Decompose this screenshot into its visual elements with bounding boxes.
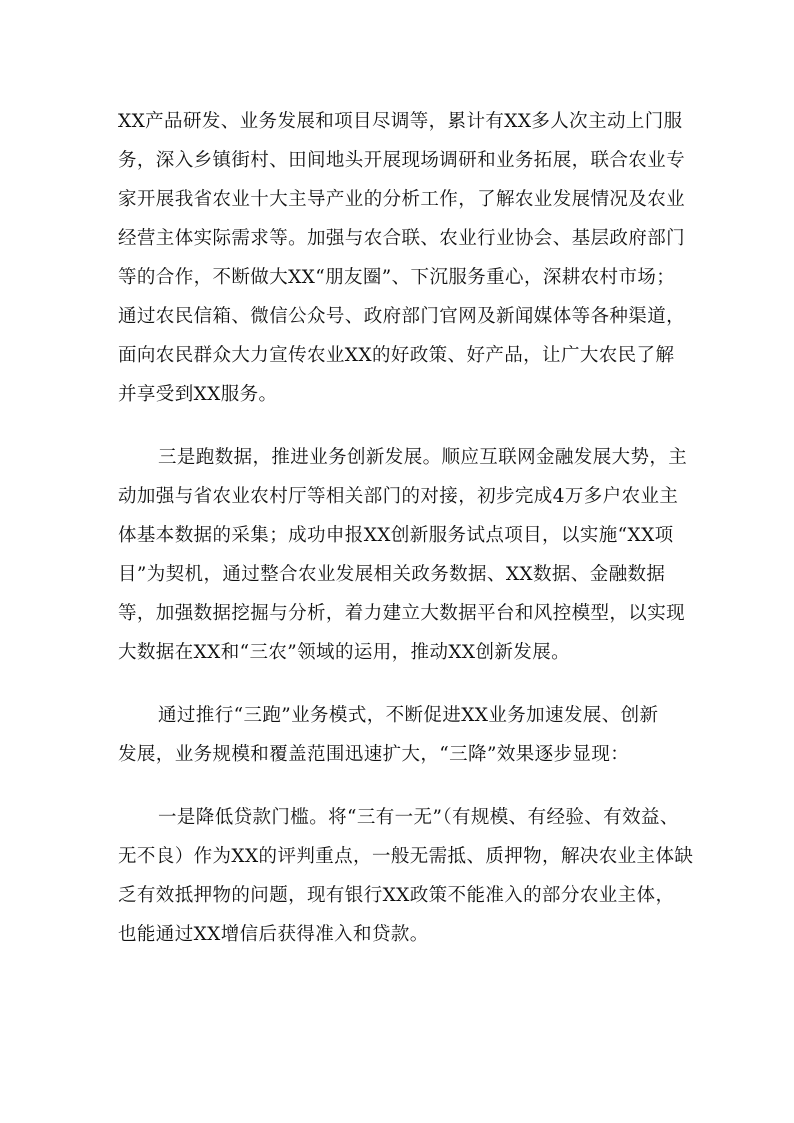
paragraph-1-line-4: 经营主体实际需求等。加强与农合联、农业行业协会、基层政府部门 [118, 228, 686, 249]
paragraph-2-line-1: 三是跑数据，推进业务创新发展。顺应互联网金融发展大势，主 [158, 447, 688, 468]
paragraph-4-line-1: 一是降低贷款门槛。将“三有一无”（有规模、有经验、有效益、 [158, 807, 679, 828]
paragraph-1-line-6: 通过农民信箱、微信公众号、政府部门官网及新闻媒体等各种渠道， [118, 306, 686, 327]
paragraph-3-line-2: 发展，业务规模和覆盖范围迅速扩大，“三降”效果逐步显现： [118, 744, 630, 765]
paragraph-4-line-2: 无不良）作为XX的评判重点，一般无需抵、质押物，解决农业主体缺 [118, 846, 694, 867]
paragraph-4-line-4: 也能通过XX增信后获得准入和贷款。 [118, 924, 429, 945]
paragraph-1-line-2: 务，深入乡镇街村、田间地头开展现场调研和业务拓展，联合农业专 [118, 150, 686, 171]
paragraph-1-line-1: XX产品研发、业务发展和项目尽调等，累计有XX多人次主动上门服 [118, 111, 683, 132]
paragraph-2-line-5: 等，加强数据挖掘与分析，着力建立大数据平台和风控模型，以实现 [118, 603, 686, 624]
paragraph-2-line-2: 动加强与省农业农村厅等相关部门的对接，初步完成4万多户农业主 [118, 486, 679, 507]
paragraph-1-line-7: 面向农民群众大力宣传农业XX的好政策、好产品，让广大农民了解 [118, 345, 675, 366]
paragraph-1-line-3: 家开展我省农业十大主导产业的分析工作，了解农业发展情况及农业 [118, 189, 686, 210]
paragraph-2-line-3: 体基本数据的采集；成功申报XX创新服务试点项目，以实施“XX项 [118, 525, 674, 546]
paragraph-4-line-3: 乏有效抵押物的问题，现有银行XX政策不能准入的部分农业主体， [118, 885, 675, 906]
paragraph-1-line-8: 并享受到XX服务。 [118, 384, 278, 405]
paragraph-2-line-4: 目”为契机，通过整合农业发展相关政务数据、XX数据、金融数据 [118, 564, 666, 585]
paragraph-3-line-1: 通过推行“三跑”业务模式，不断促进XX业务加速发展、创新 [158, 705, 659, 726]
paragraph-2-line-6: 大数据在XX和“三农”领域的运用，推动XX创新发展。 [118, 642, 570, 663]
paragraph-1-line-5: 等的合作，不断做大XX“朋友圈”、下沉服务重心，深耕农村市场； [118, 267, 676, 288]
